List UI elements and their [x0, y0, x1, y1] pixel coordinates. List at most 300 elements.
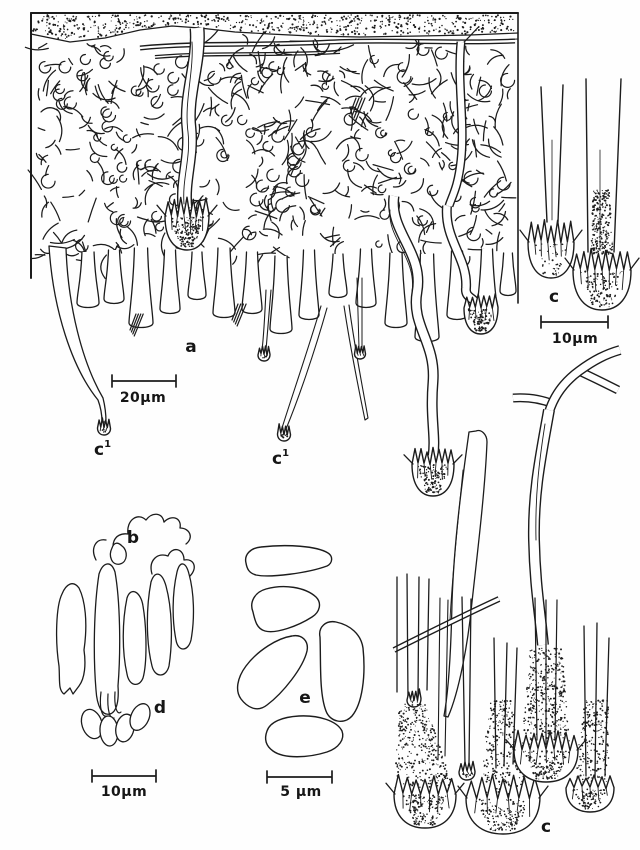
stipple-dot — [596, 237, 598, 239]
stipple-dot — [515, 811, 516, 812]
stipple-dot — [278, 29, 280, 31]
stipple-dot — [546, 776, 547, 777]
stipple-dot — [306, 25, 307, 26]
stipple-dot — [495, 810, 496, 811]
stipple-dot — [497, 28, 498, 29]
stipple-dot — [97, 36, 99, 38]
stipple-dot — [546, 654, 547, 655]
stipple-dot — [168, 23, 170, 25]
hypha-stroke — [396, 140, 405, 141]
stipple-dot — [523, 801, 525, 803]
stipple-dot — [103, 24, 104, 25]
stipple-dot — [186, 217, 187, 218]
stipple-dot — [140, 22, 142, 24]
stipple-dot — [428, 479, 430, 481]
stipple-dot — [412, 14, 414, 16]
stipple-dot — [530, 700, 532, 702]
stipple-dot — [414, 800, 415, 801]
hypha-stroke — [259, 201, 268, 210]
stipple-dot — [600, 303, 601, 304]
stipple-dot — [584, 729, 585, 730]
hypha-stroke — [135, 198, 138, 208]
stipple-dot — [588, 792, 590, 794]
stipple-dot — [506, 822, 508, 824]
stipple-dot — [508, 738, 509, 739]
stipple-dot — [265, 31, 266, 32]
stipple-dot — [500, 815, 502, 817]
stipple-dot — [499, 704, 500, 705]
stipple-dot — [596, 244, 598, 246]
stipple-dot — [595, 718, 597, 720]
hypha-stroke — [311, 119, 313, 130]
stipple-dot — [82, 23, 84, 25]
stipple-dot — [300, 19, 301, 20]
stipple-dot — [506, 762, 508, 764]
stipple-dot — [489, 821, 490, 822]
stipple-dot — [200, 219, 202, 221]
stipple-dot — [191, 229, 192, 230]
stipple-dot — [564, 717, 566, 719]
stipple-dot — [593, 278, 595, 280]
stipple-dot — [559, 706, 561, 708]
stipple-dot — [578, 765, 580, 767]
basidiole — [57, 584, 86, 694]
stipple-dot — [579, 803, 581, 805]
stipple-dot — [114, 29, 115, 30]
stipple-dot — [606, 244, 607, 245]
stipple-dot — [500, 17, 501, 18]
stipple-dot — [116, 27, 118, 29]
stipple-dot — [592, 223, 593, 224]
hypha-stroke — [483, 121, 486, 141]
stipple-dot — [522, 815, 524, 817]
stipple-dot — [475, 317, 477, 319]
stipple-dot — [436, 477, 438, 479]
stipple-dot — [428, 808, 430, 810]
ink-stroke — [541, 87, 547, 222]
stipple-dot — [440, 485, 442, 487]
stipple-dot — [544, 755, 546, 757]
stipple-dot — [429, 748, 430, 749]
stipple-dot — [516, 803, 517, 804]
stipple-dot — [38, 21, 40, 23]
stipple-dot — [396, 766, 398, 768]
hypha-stroke — [117, 49, 124, 63]
stipple-dot — [181, 224, 183, 226]
stipple-dot — [603, 760, 604, 761]
scalebar-e — [267, 771, 332, 783]
stipple-dot — [506, 799, 507, 800]
stipple-dot — [602, 276, 604, 278]
stipple-dot — [323, 21, 325, 23]
stipple-dot — [291, 23, 293, 25]
stipple-dot — [487, 15, 489, 17]
stipple-dot — [474, 322, 475, 323]
stipple-dot — [437, 777, 438, 778]
stipple-dot — [445, 764, 446, 765]
stipple-dot — [598, 753, 600, 755]
stipple-dot — [46, 25, 47, 26]
stipple-dot — [504, 715, 505, 716]
stipple-dot — [587, 808, 588, 809]
stipple-dot — [533, 708, 535, 710]
stipple-dot — [443, 800, 444, 801]
stipple-dot — [529, 724, 530, 725]
stipple-dot — [316, 27, 318, 29]
stipple-dot — [608, 192, 610, 194]
stipple-dot — [558, 272, 559, 273]
stipple-dot — [565, 725, 566, 726]
stipple-dot — [562, 244, 563, 245]
stipple-dot — [410, 729, 412, 731]
stipple-dot — [595, 799, 596, 800]
stipple-dot — [186, 230, 188, 232]
stipple-dot — [447, 777, 449, 779]
stipple-dot — [401, 716, 402, 717]
stipple-dot — [497, 744, 498, 745]
hypha-stroke — [267, 169, 279, 181]
stipple-dot — [608, 713, 609, 714]
hypha-stroke — [343, 160, 354, 171]
hypha-stroke — [306, 128, 315, 137]
stipple-dot — [43, 16, 44, 17]
stipple-dot — [479, 319, 480, 320]
stipple-dot — [174, 17, 176, 19]
stipple-dot — [98, 26, 99, 27]
stipple-dot — [438, 472, 440, 474]
stipple-dot — [611, 298, 612, 299]
scalebar-d-text: 10µm — [100, 784, 148, 800]
stipple-dot — [66, 18, 68, 20]
stipple-dot — [428, 490, 430, 492]
stipple-dot — [554, 653, 556, 655]
hypha-stroke — [356, 148, 368, 160]
stipple-dot — [585, 793, 587, 795]
stipple-dot — [405, 719, 406, 720]
stipple-dot — [431, 774, 432, 775]
stipple-dot — [606, 710, 607, 711]
stipple-dot — [598, 737, 599, 738]
stipple-dot — [607, 752, 608, 753]
stipple-dot — [613, 276, 615, 278]
stipple-dot — [434, 471, 436, 473]
hypha-stroke — [466, 46, 470, 54]
stipple-dot — [590, 791, 592, 793]
stipple-dot — [603, 195, 605, 197]
stipple-dot — [553, 723, 555, 725]
stipple-dot — [405, 711, 406, 712]
stipple-dot — [425, 708, 426, 709]
hypha-stroke — [481, 200, 504, 210]
stipple-dot — [545, 722, 546, 723]
stipple-dot — [181, 238, 183, 240]
hypha-stroke — [499, 89, 503, 105]
stipple-dot — [599, 730, 600, 731]
stipple-dot — [478, 18, 479, 19]
stipple-dot — [95, 16, 96, 17]
stipple-dot — [425, 473, 426, 474]
stipple-dot — [505, 815, 507, 817]
stipple-dot — [561, 671, 562, 672]
hypha-stroke — [216, 179, 219, 194]
stipple-dot — [248, 16, 249, 17]
stipple-dot — [530, 713, 531, 714]
stipple-dot — [72, 15, 74, 17]
stipple-dot — [611, 273, 612, 274]
stipple-dot — [182, 241, 184, 243]
cystidium-crown — [355, 345, 366, 359]
stipple-dot — [376, 16, 378, 18]
stipple-dot — [602, 193, 603, 194]
stipple-dot — [509, 819, 511, 821]
stipple-dot — [600, 736, 602, 738]
stipple-dot — [266, 356, 267, 357]
stipple-dot — [381, 21, 383, 23]
stipple-dot — [505, 776, 506, 777]
stipple-dot — [596, 706, 597, 707]
stipple-dot — [408, 797, 409, 798]
stipple-dot — [603, 280, 605, 282]
stipple-dot — [561, 686, 562, 687]
stipple-dot — [370, 14, 371, 15]
stipple-dot — [491, 16, 493, 18]
stipple-dot — [312, 14, 314, 16]
stipple-dot — [214, 20, 216, 22]
stipple-dot — [508, 784, 510, 786]
stipple-dot — [431, 823, 432, 824]
stipple-dot — [561, 694, 562, 695]
stipple-dot — [530, 732, 532, 734]
stipple-dot — [605, 241, 607, 243]
stipple-dot — [399, 19, 400, 20]
stipple-dot — [531, 751, 532, 752]
stipple-dot — [411, 741, 413, 743]
stipple-dot — [415, 775, 417, 777]
stipple-dot — [411, 763, 413, 765]
stipple-dot — [590, 300, 591, 301]
stipple-dot — [494, 710, 496, 712]
stipple-dot — [84, 35, 85, 36]
stipple-dot — [462, 773, 464, 775]
stipple-dot — [445, 467, 446, 468]
stipple-dot — [252, 24, 254, 26]
stipple-dot — [493, 812, 494, 813]
stipple-dot — [597, 250, 598, 251]
stipple-dot — [608, 253, 610, 255]
stipple-dot — [301, 26, 302, 27]
stipple-dot — [532, 680, 533, 681]
stipple-dot — [605, 239, 606, 240]
stipple-dot — [487, 775, 488, 776]
stipple-dot — [400, 769, 401, 770]
hypha-stroke — [42, 202, 49, 217]
stipple-dot — [63, 31, 65, 33]
stipple-dot — [523, 717, 525, 719]
stipple-dot — [576, 789, 577, 790]
stipple-dot — [582, 771, 583, 772]
stipple-dot — [530, 737, 531, 738]
stipple-dot — [42, 18, 43, 19]
stipple-dot — [556, 720, 558, 722]
stipple-dot — [545, 699, 546, 700]
hypha-stroke — [116, 187, 118, 198]
stipple-dot — [549, 764, 550, 765]
stipple-dot — [517, 811, 519, 813]
stipple-dot — [76, 16, 77, 17]
stipple-dot — [563, 666, 565, 668]
stipple-dot — [361, 20, 362, 21]
stipple-dot — [103, 431, 104, 432]
stipple-dot — [462, 21, 464, 23]
stipple-dot — [509, 753, 511, 755]
stipple-dot — [178, 232, 179, 233]
hypha-stroke — [152, 211, 162, 221]
stipple-dot — [403, 746, 405, 748]
stipple-dot — [552, 721, 554, 723]
stipple-dot — [533, 651, 534, 652]
cystidium-mid-label-base: c — [272, 449, 283, 469]
hypha-stroke — [219, 238, 236, 249]
stipple-dot — [481, 319, 483, 321]
stipple-dot — [112, 31, 113, 32]
stipple-dot — [396, 749, 397, 750]
hypha-stroke — [241, 75, 246, 98]
hypha-stroke — [141, 123, 148, 125]
stipple-dot — [537, 689, 539, 691]
stipple-dot — [607, 296, 609, 298]
stipple-dot — [589, 704, 590, 705]
stipple-dot — [421, 466, 423, 468]
stipple-dot — [403, 795, 405, 797]
stipple-dot — [602, 246, 603, 247]
hypha-stroke — [107, 203, 113, 208]
stipple-dot — [345, 18, 347, 20]
hypha-stroke — [255, 211, 277, 219]
stipple-dot — [584, 739, 585, 740]
stipple-dot — [423, 813, 424, 814]
stipple-dot — [534, 667, 536, 669]
stipple-dot — [33, 28, 35, 30]
stipple-dot — [487, 807, 488, 808]
stipple-dot — [431, 15, 433, 17]
stipple-dot — [544, 260, 546, 262]
stipple-dot — [434, 743, 435, 744]
stipple-dot — [324, 17, 326, 19]
stipple-dot — [200, 23, 202, 25]
stipple-dot — [600, 218, 602, 220]
stipple-dot — [482, 15, 484, 17]
stipple-dot — [432, 478, 434, 480]
stipple-dot — [535, 711, 537, 713]
stipple-dot — [548, 708, 550, 710]
stipple-dot — [317, 16, 318, 17]
stipple-dot — [444, 28, 445, 29]
stipple-dot — [392, 30, 393, 31]
stipple-dot — [539, 711, 540, 712]
stipple-dot — [422, 760, 423, 761]
stipple-dot — [45, 30, 46, 31]
stipple-dot — [495, 775, 497, 777]
stipple-dot — [440, 807, 441, 808]
stipple-dot — [511, 752, 512, 753]
stipple-dot — [168, 18, 170, 20]
stipple-dot — [507, 26, 509, 28]
stipple-dot — [271, 18, 272, 19]
stipple-dot — [439, 476, 440, 477]
stipple-dot — [468, 18, 469, 19]
stipple-dot — [293, 27, 295, 29]
stipple-dot — [514, 814, 516, 816]
stipple-dot — [543, 658, 544, 659]
stipple-dot — [583, 797, 585, 799]
hypha-stroke — [128, 227, 138, 245]
stipple-dot — [139, 24, 141, 26]
stipple-dot — [425, 820, 426, 821]
stipple-dot — [114, 31, 115, 32]
hypha-stroke — [349, 205, 352, 218]
stipple-dot — [425, 739, 426, 740]
stipple-dot — [597, 301, 598, 302]
stipple-dot — [412, 743, 414, 745]
stipple-dot — [594, 216, 595, 217]
stipple-dot — [561, 717, 563, 719]
stipple-dot — [69, 18, 70, 19]
stipple-dot — [413, 770, 414, 771]
stipple-dot — [492, 815, 494, 817]
stipple-dot — [139, 17, 141, 19]
stipple-dot — [223, 19, 225, 21]
hypha-stroke — [57, 116, 62, 142]
stipple-dot — [417, 777, 418, 778]
stipple-dot — [601, 727, 602, 728]
stipple-dot — [195, 221, 196, 222]
stipple-dot — [64, 15, 65, 16]
stipple-dot — [602, 242, 604, 244]
stipple-dot — [530, 676, 531, 677]
hypha-stroke — [361, 87, 384, 96]
stipple-dot — [439, 754, 440, 755]
stipple-dot — [478, 321, 479, 322]
stipple-dot — [564, 685, 566, 687]
hypha-stroke — [295, 97, 303, 108]
stipple-dot — [420, 722, 422, 724]
stipple-dot — [286, 435, 288, 437]
stipple-dot — [406, 800, 408, 802]
hypha-stroke — [264, 125, 265, 134]
stipple-dot — [475, 23, 477, 25]
hypha-stroke — [25, 47, 48, 50]
stipple-dot — [591, 799, 592, 800]
hymenium-club — [356, 249, 376, 308]
stipple-dot — [547, 688, 549, 690]
stipple-dot — [602, 740, 604, 742]
stipple-dot — [370, 20, 372, 22]
hypha-stroke — [361, 211, 369, 213]
stipple-dot — [196, 220, 198, 222]
stipple-dot — [427, 483, 429, 485]
stipple-dot — [440, 479, 441, 480]
stipple-dot — [459, 17, 460, 18]
cystidium-mid-label — [272, 448, 289, 469]
stipple-dot — [196, 237, 198, 239]
stipple-dot — [559, 696, 560, 697]
stipple-dot — [492, 830, 493, 831]
stipple-dot — [586, 763, 587, 764]
stipple-dot — [277, 17, 279, 19]
stipple-dot — [491, 744, 493, 746]
stipple-dot — [595, 225, 597, 227]
stipple-dot — [151, 25, 153, 27]
